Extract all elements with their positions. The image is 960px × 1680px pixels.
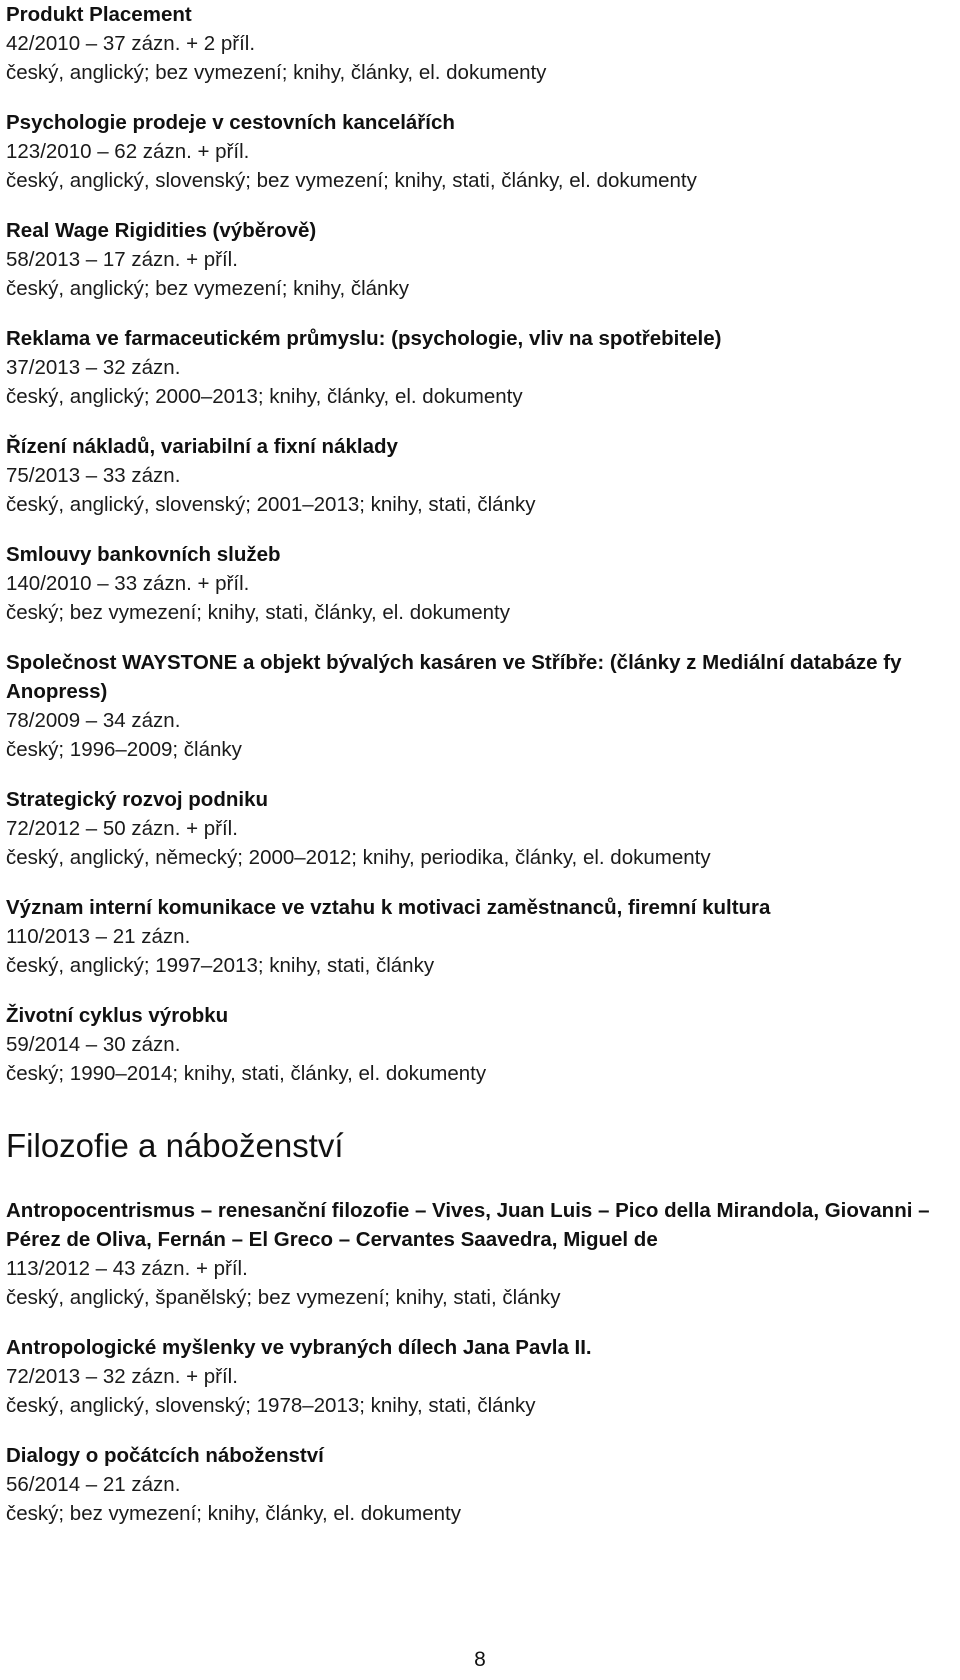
entry-details: český, anglický; 2000–2013; knihy, články, el. dokumenty	[6, 385, 523, 408]
entry-count: 72/2012 – 50 zázn. + příl.	[6, 817, 238, 840]
entry-title: Životní cyklus výrobku	[6, 1004, 229, 1027]
entry-details: český; 1996–2009; články	[6, 738, 242, 761]
entry-title: Antropologické myšlenky ve vybraných dílech Jana Pavla II.	[6, 1336, 592, 1359]
entry-title: Antropocentrismus – renesanční filozofie – Vives, Juan Luis – Pico della Mirandola, Giovanni – Pérez de Oliva, Fernán – El Greco – Cervantes Saavedra, Miguel de	[6, 1199, 930, 1251]
entry-title: Real Wage Rigidities (výběrově)	[6, 219, 317, 242]
entry-count: 78/2009 – 34 zázn.	[6, 709, 181, 732]
entry-dialogy	[6, 1441, 954, 1528]
entry-count: 56/2014 – 21 zázn.	[6, 1473, 181, 1496]
entry-details: český, anglický, slovenský; bez vymezení; knihy, stati, články, el. dokumenty	[6, 169, 697, 192]
entry-details: český, anglický, slovenský; 1978–2013; knihy, stati, články	[6, 1394, 536, 1417]
entry-title: Reklama ve farmaceutickém průmyslu: (psychologie, vliv na spotřebitele)	[6, 327, 722, 350]
entry-title: Strategický rozvoj podniku	[6, 788, 268, 811]
entry-antropocentrismus	[6, 1196, 954, 1312]
entry-count: 123/2010 – 62 zázn. + příl.	[6, 140, 250, 163]
entry-count: 59/2014 – 30 zázn.	[6, 1033, 181, 1056]
entry-details: český, anglický; bez vymezení; knihy, články, el. dokumenty	[6, 61, 547, 84]
entry-vyznam-interni-komunikace	[6, 893, 954, 980]
entry-details: český; bez vymezení; knihy, články, el. dokumenty	[6, 1502, 461, 1525]
entry-real-wage-rigidities	[6, 216, 954, 303]
entry-count: 72/2013 – 32 zázn. + příl.	[6, 1365, 238, 1388]
section-heading: Filozofie a náboženství	[6, 1127, 344, 1164]
entry-title: Dialogy o počátcích náboženství	[6, 1444, 324, 1467]
entry-strategicky-rozvoj	[6, 785, 954, 872]
entry-count: 110/2013 – 21 zázn.	[6, 925, 191, 948]
entry-details: český; 1990–2014; knihy, stati, články, el. dokumenty	[6, 1062, 487, 1085]
entry-details: český, anglický; 1997–2013; knihy, stati, články	[6, 954, 435, 977]
entry-details: český, anglický, slovenský; 2001–2013; knihy, stati, články	[6, 493, 536, 516]
entry-count: 113/2012 – 43 zázn. + příl.	[6, 1257, 248, 1280]
entry-antropologicke-myslenky	[6, 1333, 954, 1420]
entry-count: 75/2013 – 33 zázn.	[6, 464, 181, 487]
entry-produkt-placement	[6, 0, 954, 87]
entry-title: Smlouvy bankovních služeb	[6, 543, 281, 566]
entry-smlouvy-bankovnich-sluzeb	[6, 540, 954, 627]
entry-spolecnost-waystone	[6, 648, 954, 764]
entry-psychologie-prodeje	[6, 108, 954, 195]
entry-details: český; bez vymezení; knihy, stati, články, el. dokumenty	[6, 601, 510, 624]
entry-count: 37/2013 – 32 zázn.	[6, 356, 181, 379]
entry-title: Psychologie prodeje v cestovních kancelářích	[6, 111, 455, 134]
entry-reklama-farmaceutika	[6, 324, 954, 411]
entry-count: 140/2010 – 33 zázn. + příl.	[6, 572, 250, 595]
entry-details: český, anglický, německý; 2000–2012; knihy, periodika, články, el. dokumenty	[6, 846, 711, 869]
entry-details: český, anglický; bez vymezení; knihy, články	[6, 277, 409, 300]
entry-zivotni-cyklus	[6, 1001, 954, 1088]
entry-details: český, anglický, španělský; bez vymezení; knihy, stati, články	[6, 1286, 561, 1309]
entry-title: Řízení nákladů, variabilní a fixní náklady	[6, 435, 398, 458]
entry-count: 58/2013 – 17 zázn. + příl.	[6, 248, 238, 271]
document-page	[6, 0, 954, 1528]
entry-title: Význam interní komunikace ve vztahu k motivaci zaměstnanců, firemní kultura	[6, 896, 771, 919]
entry-count: 42/2010 – 37 zázn. + 2 příl.	[6, 32, 256, 55]
entry-title: Produkt Placement	[6, 3, 192, 26]
page-number: 8	[474, 1648, 486, 1671]
entry-title: Společnost WAYSTONE a objekt bývalých kasáren ve Stříbře: (články z Mediální databáze fy Anopress)	[6, 651, 902, 703]
entry-rizeni-nakladu	[6, 432, 954, 519]
